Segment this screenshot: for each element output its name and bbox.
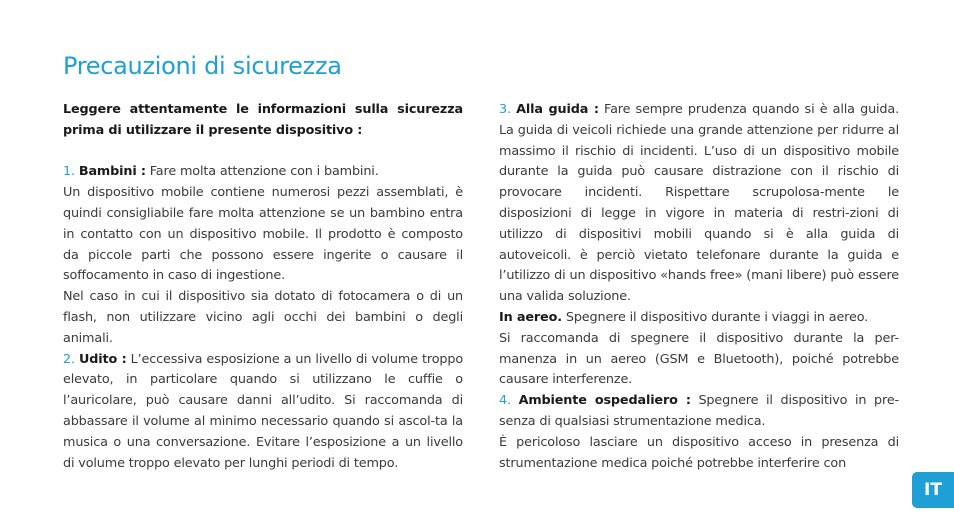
section-heading: Bambini : — [78, 164, 146, 180]
section-lead: Fare molta attenzione con i bambini. — [145, 164, 379, 180]
section-lead: Spegnere il dispositivo durante i viaggi in aereo. — [561, 309, 869, 325]
page-title: Precauzioni di sicurezza — [63, 52, 342, 80]
section-heading: In aereo. — [499, 309, 562, 325]
section-heading: Alla guida : — [516, 102, 599, 117]
section-hospital — [499, 391, 899, 433]
section-lead: Spegnere il dispositivo in pre-senza di qualsiasi strumentazione medica. — [499, 393, 900, 429]
section-number: 1. — [63, 164, 75, 180]
section-number: 4. — [499, 393, 511, 409]
section-paragraph: Nel caso in cui il dispositivo sia dotato di fotocamera o di un flash, non utilizzare vicino agli occhi dei bambini o degli animali. — [63, 289, 463, 346]
section-paragraph: È pericoloso lasciare un dispositivo acceso in presenza di strumentazione medica poiché potrebbe interferire con — [499, 434, 899, 471]
intro-text: Leggere attentamente le informazioni sulla sicurezza prima di utilizzare il presente dispositivo : — [63, 102, 463, 138]
section-text: L’eccessiva esposizione a un livello di volume troppo elevato, in particolare quando si utilizzano le cuffie o l’auricolare, può causare danni all’udito. Si raccomanda di abbassare il volume al minimo necessario quando si ascol-ta la musica o una conversazione. Evitare l’esposizione a un livello di volume troppo elevato per lunghi periodi di tempo. — [63, 351, 463, 471]
language-badge: IT — [912, 472, 954, 508]
section-paragraph: Un dispositivo mobile contiene numerosi pezzi assemblati, è quindi consigliabile fare molta attenzione se un bambino entra in contatto con un dispositivo mobile. Il prodotto è composto da piccole parti che possono essere ingerite o causare il soffocamento in caso di ingestione. — [63, 185, 463, 284]
section-children — [63, 162, 463, 183]
section-number: 3. — [499, 102, 511, 117]
section-text: Fare sempre prudenza quando si è alla guida. La guida di veicoli richiede una grande attenzione per ridurre al massimo il rischio di incidenti. L’uso di un dispositivo mobile durante la guida può causare distrazione con il rischio di provocare incidenti. Rispettare scrupolosa-mente le disposizioni di legge in vigore in materia di restri-zioni di utilizzo di dispositivi mobili quando si è alla guida di autoveicoli. è perciò vietato telefonare durante la guida e l’utilizzo di un dispositivo «hands free» (mani libere) può essere una valida soluzione. — [499, 102, 900, 305]
section-paragraph: Si raccomanda di spegnere il dispositivo durante la per-manenza in un aereo (GSM e Bluetooth), poiché potrebbe causare interferenze. — [499, 330, 899, 388]
section-number: 2. — [63, 351, 75, 367]
right-column — [499, 100, 899, 474]
left-column — [63, 100, 463, 474]
section-heading: Udito : — [79, 351, 127, 367]
section-airplane — [499, 308, 899, 329]
section-heading: Ambiente ospedaliero : — [518, 393, 691, 409]
section-driving — [499, 100, 899, 308]
section-hearing — [63, 350, 463, 475]
